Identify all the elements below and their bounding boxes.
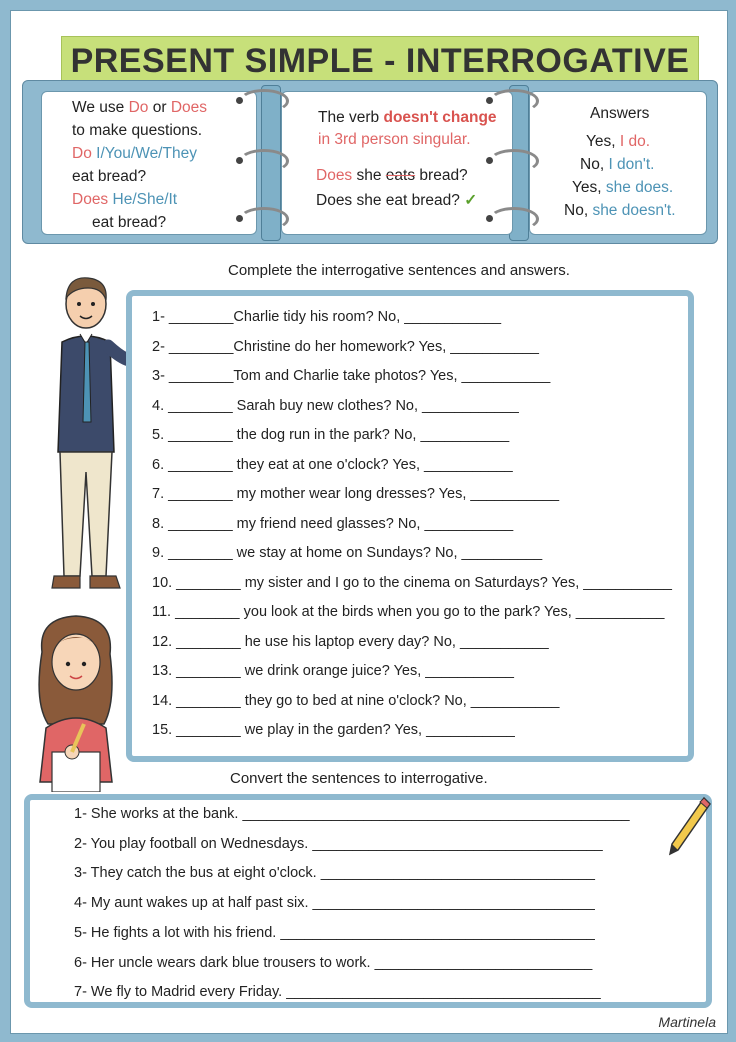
- exercise1-item-3[interactable]: 3- ________Tom and Charlie take photos? Yes, ___________: [152, 368, 551, 384]
- binder-ring-icon: [239, 89, 289, 113]
- exercise-convert-box: [24, 794, 712, 1008]
- answers-panel: [529, 91, 707, 235]
- answer-4: [564, 199, 676, 222]
- ring-hole-icon: [236, 157, 243, 164]
- rule-line-3: [72, 142, 197, 165]
- verb-rule-line-1: [318, 106, 497, 129]
- exercise1-item-6[interactable]: 6. ________ they eat at one o'clock? Yes, ___________: [152, 457, 513, 473]
- check-icon: ✓: [464, 192, 478, 209]
- example-text: she: [352, 167, 386, 184]
- rule-pronouns: I/You/We/They: [96, 145, 197, 162]
- pencil-icon: [664, 794, 714, 860]
- exercise1-item-11[interactable]: 11. ________ you look at the birds when you go to the park? Yes, ___________: [152, 604, 665, 620]
- exercise1-item-12[interactable]: 12. ________ he use his laptop every day? No, ___________: [152, 634, 549, 650]
- ring-hole-icon: [236, 97, 243, 104]
- rule-does: Does: [170, 99, 207, 116]
- exercise1-item-14[interactable]: 14. ________ they go to bed at nine o'clock? No, ___________: [152, 693, 560, 709]
- exercise2-item-4[interactable]: 4- My aunt wakes up at half past six. ___________________________________: [74, 895, 595, 911]
- exercise1-item-8[interactable]: 8. ________ my friend need glasses? No, ___________: [152, 516, 514, 532]
- author-signature: Martinela: [658, 1014, 716, 1030]
- exercise1-item-9[interactable]: 9. ________ we stay at home on Sundays? No, __________: [152, 545, 543, 561]
- exercise1-item-5[interactable]: 5. ________ the dog run in the park? No, ___________: [152, 427, 510, 443]
- binder-ring-icon: [489, 89, 539, 113]
- answer-text: Yes,: [572, 179, 606, 196]
- exercise1-item-2[interactable]: 2- ________Christine do her homework? Yes, ___________: [152, 339, 539, 355]
- answer-3: [572, 176, 673, 199]
- rule-text: The verb: [318, 109, 384, 126]
- grammar-notebook: [22, 80, 718, 244]
- rule-line-4: eat bread?: [72, 168, 147, 185]
- exercise1-item-10[interactable]: 10. ________ my sister and I go to the cinema on Saturdays? Yes, ___________: [152, 575, 672, 591]
- exercise1-item-13[interactable]: 13. ________ we drink orange juice? Yes, ___________: [152, 663, 514, 679]
- student-girl-illustration: [28, 612, 124, 792]
- answer-2: [580, 153, 654, 176]
- exercise2-item-7[interactable]: 7- We fly to Madrid every Friday. _______________________________________: [74, 984, 601, 1000]
- exercise1-item-15[interactable]: 15. ________ we play in the garden? Yes, ___________: [152, 722, 515, 738]
- rule-pronouns: He/She/It: [112, 191, 178, 208]
- exercise2-item-3[interactable]: 3- They catch the bus at eight o'clock. __________________________________: [74, 865, 595, 881]
- instruction-convert: Convert the sentences to interrogative.: [230, 770, 488, 787]
- answer-highlight: I don't.: [608, 156, 655, 173]
- answer-text: No,: [564, 202, 593, 219]
- binder-ring-icon: [489, 207, 539, 231]
- wrong-example: [316, 164, 468, 187]
- example-text: bread?: [415, 167, 468, 184]
- rule-do: Do: [72, 145, 92, 162]
- answer-highlight: I do.: [619, 133, 651, 150]
- answer-highlight: she doesn't.: [592, 202, 676, 219]
- rule-do: Do: [128, 99, 149, 116]
- rule-highlight: doesn't change: [383, 109, 497, 126]
- binder-ring-icon: [239, 149, 289, 173]
- exercise1-item-7[interactable]: 7. ________ my mother wear long dresses? Yes, ___________: [152, 486, 560, 502]
- exercise2-item-1[interactable]: 1- She works at the bank. ________________________________________________: [74, 806, 630, 822]
- exercise2-item-6[interactable]: 6- Her uncle wears dark blue trousers to work. ___________________________: [74, 955, 593, 971]
- rule-does: Does: [72, 191, 109, 208]
- ring-hole-icon: [486, 97, 493, 104]
- answer-1: [586, 130, 650, 153]
- exercise1-item-4[interactable]: 4. ________ Sarah buy new clothes? No, ____________: [152, 398, 519, 414]
- answer-text: No,: [580, 156, 609, 173]
- exercise2-item-5[interactable]: 5- He fights a lot with his friend. _______________________________________: [74, 925, 595, 941]
- rule-line-5: [72, 188, 177, 211]
- rule-line-2: to make questions.: [72, 122, 203, 139]
- exercise1-item-1[interactable]: 1- ________Charlie tidy his room? No, ____________: [152, 309, 502, 325]
- rule-panel-do-does: [41, 91, 257, 235]
- example-text: Does she eat bread?: [316, 192, 460, 209]
- answer-text: Yes,: [586, 133, 620, 150]
- exercise2-item-2[interactable]: 2- You play football on Wednesdays. ____________________________________: [74, 836, 603, 852]
- rule-text: or: [148, 99, 171, 116]
- crossed-out-verb: eats: [385, 167, 416, 184]
- ring-hole-icon: [486, 215, 493, 222]
- verb-rule-line-2: in 3rd person singular.: [318, 131, 471, 148]
- answer-highlight: she does.: [605, 179, 674, 196]
- correct-example: [316, 189, 477, 212]
- rule-panel-verb: [281, 91, 513, 235]
- rule-text: We use: [72, 99, 129, 116]
- page-title: PRESENT SIMPLE - INTERROGATIVE: [61, 36, 699, 86]
- ring-hole-icon: [486, 157, 493, 164]
- instruction-complete: Complete the interrogative sentences and answers.: [228, 262, 570, 279]
- rule-line-1: [72, 96, 207, 119]
- binder-ring-icon: [489, 149, 539, 173]
- answers-heading: Answers: [590, 105, 650, 122]
- rule-line-6: eat bread?: [92, 214, 167, 231]
- example-does: Does: [316, 167, 353, 184]
- exercise-complete-box: [126, 290, 694, 762]
- binder-ring-icon: [239, 207, 289, 231]
- ring-hole-icon: [236, 215, 243, 222]
